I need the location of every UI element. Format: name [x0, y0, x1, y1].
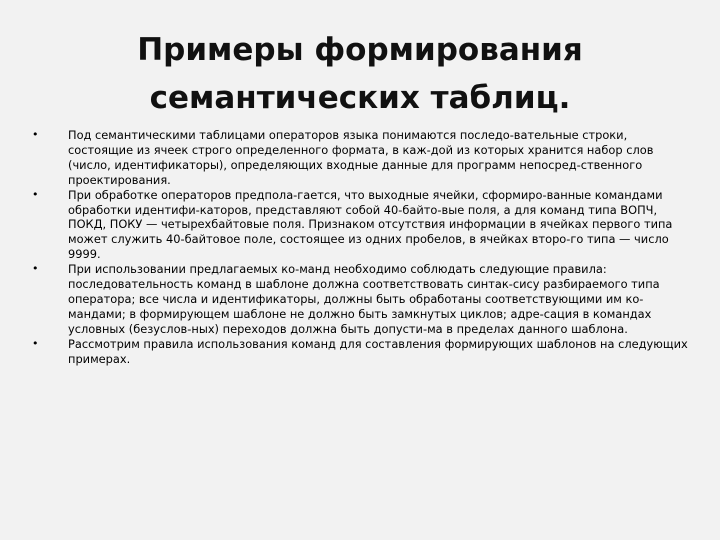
slide-title: [0, 26, 720, 122]
bullet-list: [28, 128, 688, 367]
bullet-text: Под семантическими таблицами операторов языка понимаются последо-вательные строки, состоящие из ячеек строго определенного формата, в каж-дой из которых хранится набор слов (число, идентификаторы), определяющих входные данные для программ непосред-ственного проектирования.: [68, 128, 654, 187]
title-line-2: семантических таблиц.: [149, 80, 571, 116]
bullet-marker: •: [32, 336, 39, 350]
bullet-text: При использовании предлагаемых ко-манд необходимо соблюдать следующие правила: последовательность команд в шаблоне должна соответствовать синтак-сису разбираемого типа оператора; все числа и идентификаторы, должны быть обработаны соответствующими им ко-мандами; в формирующем шаблоне не должно быть замкнутых циклов; адре-сация в командах условных (безуслов-ных) переходов должна быть допусти-ма в пределах данного шаблона.: [68, 262, 660, 336]
title-line-1: Примеры формирования: [137, 32, 583, 68]
bullet-text: При обработке операторов предпола-гается, что выходные ячейки, сформиро-ванные командами обработки идентифи-каторов, представляют собой 40-байто-вые поля, а для команд типа ВОПЧ, ПОКД, ПОКУ — четырехбайтовые поля. Признаком отсутствия информации в ячейках первого типа может служить 40-байтовое поле, состоящее из одних пробелов, в ячейках второ-го типа — число 9999.: [68, 187, 673, 262]
bullet-marker: •: [32, 262, 39, 276]
bullet-item: [28, 188, 688, 263]
bullet-marker: •: [32, 187, 39, 201]
bullet-text: Рассмотрим правила использования команд для составления формирующих шаблонов на следующих примерах.: [68, 336, 688, 366]
bullet-item: [28, 262, 688, 337]
bullet-item: [28, 128, 688, 188]
bullet-marker: •: [32, 128, 39, 141]
bullet-item: [28, 337, 688, 367]
